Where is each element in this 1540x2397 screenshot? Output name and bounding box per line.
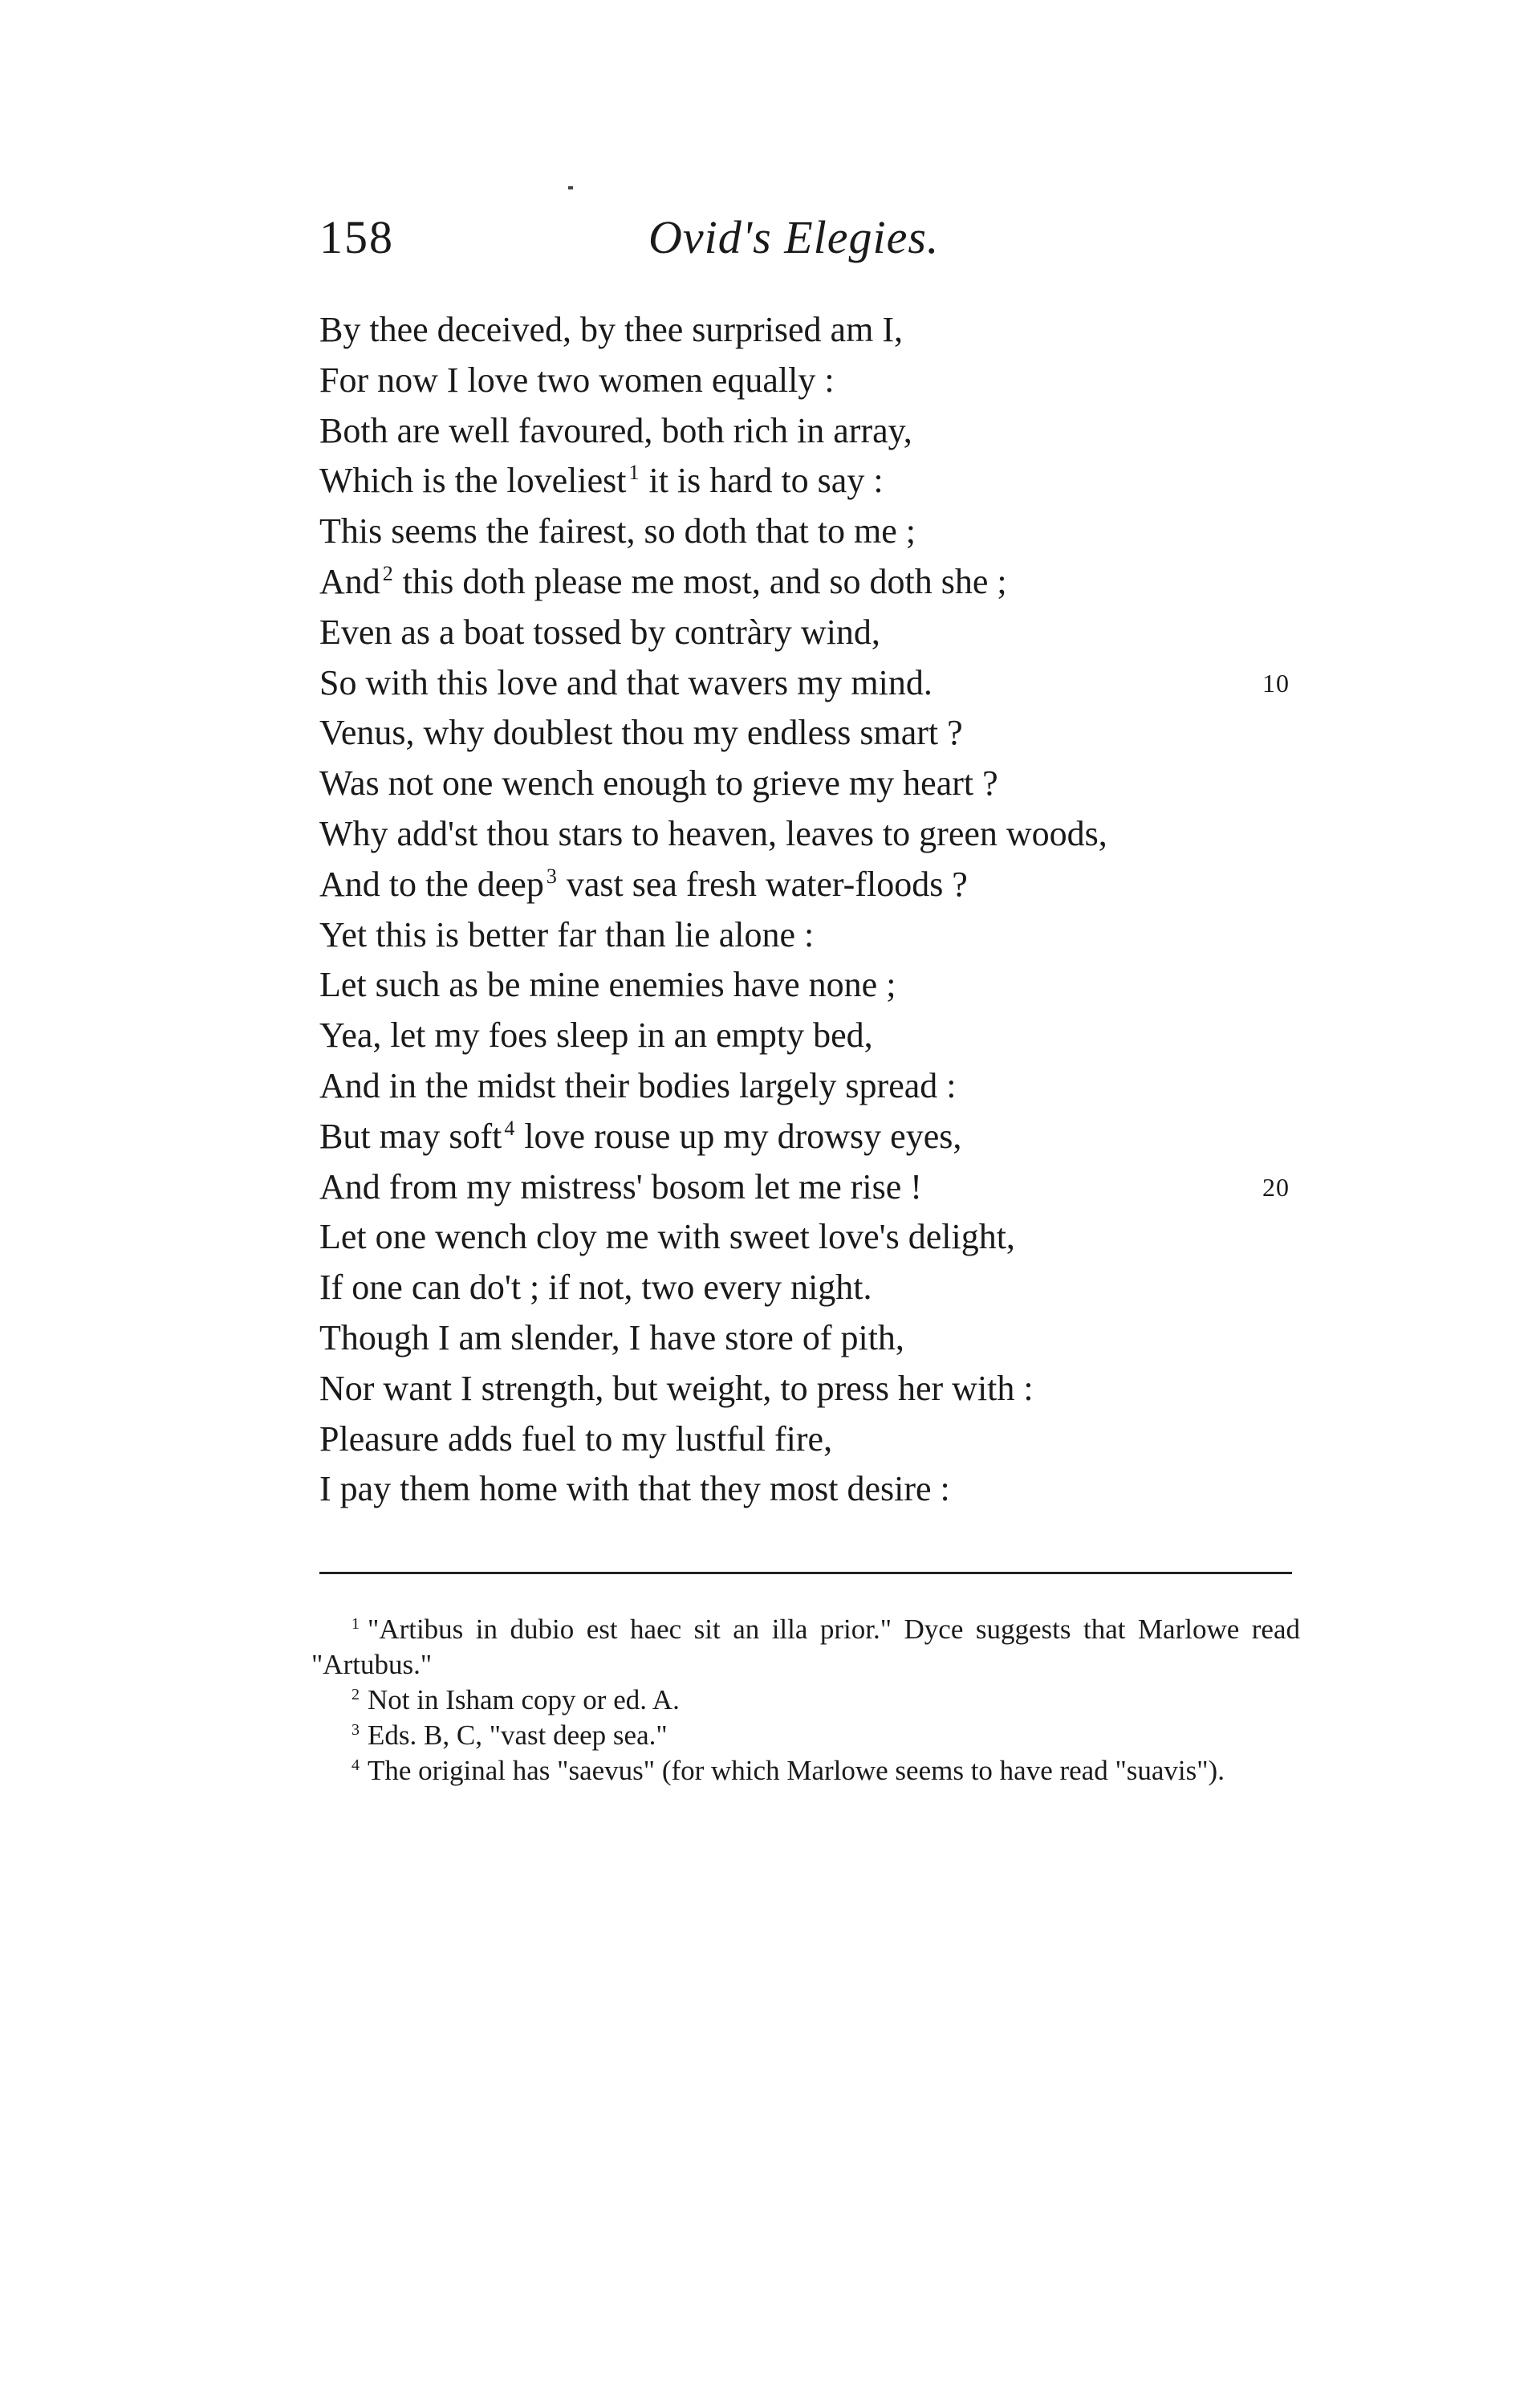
verse-line	[319, 608, 1323, 658]
verse-text: Even as a boat tossed by contràry wind,	[319, 612, 880, 652]
verse-text: And to the deep	[319, 864, 544, 904]
verse-text: And in the midst their bodies largely spread :	[319, 1065, 957, 1105]
verse-line	[319, 860, 1323, 910]
verse-line	[319, 356, 1323, 406]
verse-line	[319, 1364, 1323, 1414]
verse-text: Let one wench cloy me with sweet love's delight,	[319, 1217, 1015, 1257]
verse-text: By thee deceived, by thee surprised am I,	[319, 310, 903, 349]
footnote	[311, 1718, 1300, 1753]
footnote-reference: 4	[504, 1116, 515, 1140]
verse-text: Both are well favoured, both rich in array,	[319, 410, 912, 450]
verse-text: Let such as be mine enemies have none ;	[319, 965, 896, 1005]
verse-line	[319, 1011, 1323, 1061]
verse-line	[319, 1112, 1323, 1162]
footnote-reference: 3	[546, 864, 557, 888]
footnote-marker: 4	[351, 1756, 360, 1774]
footnote-marker: 2	[351, 1686, 360, 1703]
footnote-text: "Artibus in dubio est haec sit an illa prior." Dyce suggests that Marlowe read "Artubus."	[311, 1614, 1300, 1680]
verse-text: But may soft	[319, 1116, 502, 1156]
footnote	[311, 1683, 1300, 1718]
footnote-text: Eds. B, C, "vast deep sea."	[368, 1719, 668, 1751]
verse-line	[319, 507, 1323, 557]
footnote-reference: 1	[628, 461, 640, 485]
verse-text: Though I am slender, I have store of pith,	[319, 1317, 904, 1357]
line-number: 20	[1262, 1172, 1290, 1202]
verse-text: And	[319, 561, 380, 601]
verse-text: And from my mistress' bosom let me rise !	[319, 1166, 922, 1207]
verse-line	[319, 708, 1323, 759]
running-head	[319, 210, 1306, 275]
verse-line	[319, 1263, 1323, 1313]
footnote-rule	[319, 1572, 1292, 1574]
verse-line	[319, 1414, 1323, 1465]
verse-line	[319, 910, 1323, 961]
verse-text: Nor want I strength, but weight, to press her with :	[319, 1368, 1034, 1408]
verse-text: Yea, let my foes sleep in an empty bed,	[319, 1015, 873, 1056]
verse-text: love rouse up my drowsy eyes,	[515, 1116, 962, 1156]
page-number: 158	[319, 211, 394, 263]
verse-text: this doth please me most, and so doth she ;	[393, 561, 1007, 601]
verse-text: Pleasure adds fuel to my lustful fire,	[319, 1418, 833, 1459]
verse-line	[319, 1162, 1323, 1213]
book-title: Ovid's Elegies.	[648, 211, 940, 263]
verse-line	[319, 809, 1323, 860]
footnote	[311, 1612, 1300, 1683]
footnote-marker: 1	[351, 1615, 360, 1633]
verse-line	[319, 960, 1323, 1011]
footnote-marker: 3	[351, 1721, 360, 1739]
printer-mark	[568, 186, 573, 189]
footnote-reference: 2	[382, 561, 393, 585]
footnote	[311, 1753, 1300, 1789]
verse-line	[319, 1212, 1323, 1263]
verse-line	[319, 305, 1323, 356]
verse-line	[319, 456, 1323, 507]
verse-text: Why add'st thou stars to heaven, leaves to green woods,	[319, 813, 1107, 853]
verse-text: If one can do't ; if not, two every night.	[319, 1268, 872, 1308]
verse-text: it is hard to say :	[640, 461, 884, 501]
verse-text: I pay them home with that they most desire :	[319, 1469, 950, 1509]
verse-text: So with this love and that wavers my mind.	[319, 662, 933, 702]
verse-line	[319, 406, 1323, 457]
verse-line	[319, 1464, 1323, 1515]
verse-text: Which is the loveliest	[319, 461, 627, 501]
footnotes	[311, 1612, 1300, 1789]
verse-line	[319, 557, 1323, 608]
line-number: 10	[1262, 668, 1290, 698]
verse-text: Was not one wench enough to grieve my heart ?	[319, 763, 998, 804]
poem-text	[319, 305, 1323, 1515]
verse-text: vast sea fresh water-floods ?	[557, 864, 968, 904]
verse-text: For now I love two women equally :	[319, 360, 835, 400]
verse-line	[319, 1061, 1323, 1112]
footnote-text: The original has "saevus" (for which Marlowe seems to have read "suavis").	[368, 1755, 1225, 1786]
verse-text: Yet this is better far than lie alone :	[319, 914, 815, 954]
verse-text: Venus, why doublest thou my endless smart ?	[319, 713, 963, 753]
footnote-text: Not in Isham copy or ed. A.	[368, 1684, 680, 1715]
verse-line	[319, 658, 1323, 709]
verse-line	[319, 759, 1323, 809]
verse-text: This seems the fairest, so doth that to me ;	[319, 511, 916, 551]
verse-line	[319, 1313, 1323, 1364]
